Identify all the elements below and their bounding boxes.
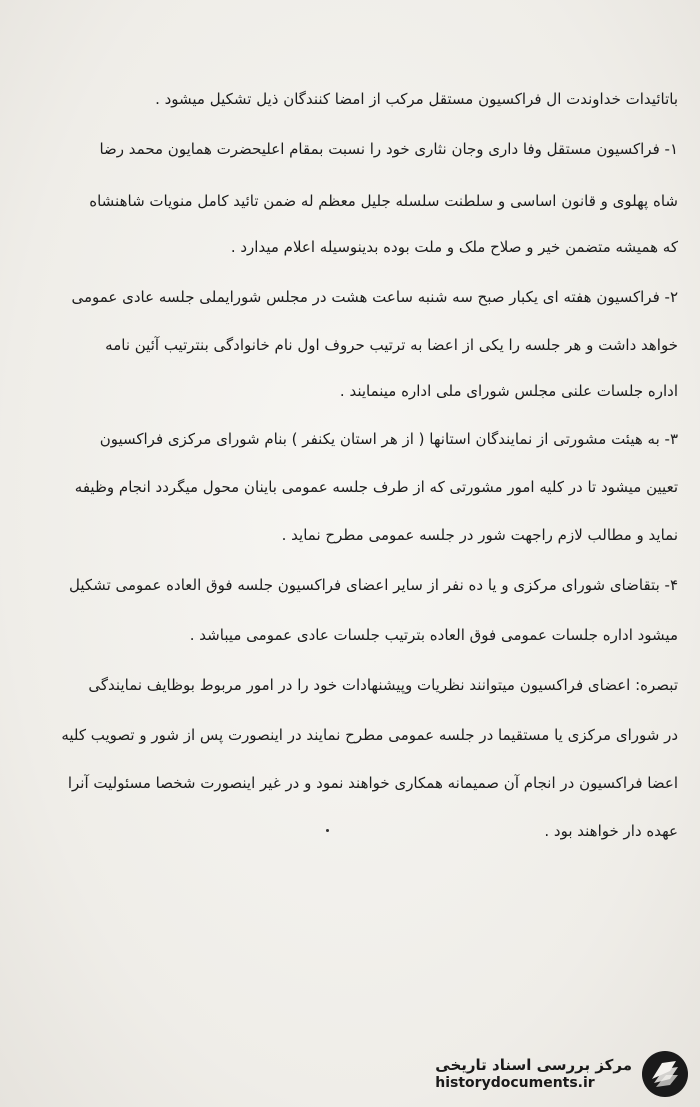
document-line-13: تبصره: اعضای فراکسیون میتوانند نظریات وپیشنهادات خود را در امور مربوط بوظایف نمایندگی [88,676,678,694]
archive-watermark [435,1049,690,1099]
document-line-15: اعضا فراکسیون در انجام آن صمیمانه همکاری خواهند نمود و در غیر اینصورت شخصا مسئولیت آنرا [67,774,678,792]
document-line-1: باتائیدات خداوندت ال فراکسیون مستقل مرکب از امضا کنندگان ذیل تشکیل میشود . [155,90,678,108]
document-line-3: شاه پهلوی و قانون اساسی و سلطنت سلسله جلیل معظم له ضمن تائید کامل منویات شاهنشاه [89,192,678,210]
document-line-5: ۲- فراکسیون هفته ای یکبار صبح سه شنبه ساعت هشت در مجلس شورایملی جلسه عادی عمومی [71,288,678,306]
document-line-9: تعیین میشود تا در کلیه امور مشورتی که از طرف جلسه عمومی باینان محول میگردد انجام وظیفه [74,478,678,496]
document-line-8: ۳- به هیئت مشورتی از نمایندگان استانها ( از هر استان یکنفر ) بنام شورای مرکزی فراکسیون [99,430,678,448]
watermark-text [435,1057,632,1090]
document-line-2: ۱- فراکسیون مستقل وفا داری وجان نثاری خود را نسبت بمقام اعلیحضرت همایون محمد رضا [99,140,678,158]
document-line-12: میشود اداره جلسات عمومی فوق العاده بترتیب جلسات عادی عمومی میباشد . [189,626,678,644]
document-line-7: اداره جلسات علنی مجلس شورای ملی اداره مینمایند . [339,382,678,400]
document-line-4: که همیشه متضمن خیر و صلاح ملک و ملت بوده بدینوسیله اعلام میدارد . [230,238,678,256]
archive-name: مرکز بررسی اسناد تاریخی [435,1056,632,1075]
archive-logo-icon [640,1049,690,1099]
document-line-16: عهده دار خواهند بود . [544,822,678,840]
ink-speck [326,829,329,832]
document-line-6: خواهد داشت و هر جلسه را یکی از اعضا به ترتیب حروف اول نام خانوادگی بنترتیب آئین نامه [105,336,678,354]
archive-url: historydocuments.ir [435,1074,595,1091]
document-line-14: در شورای مرکزی یا مستقیما در جلسه عمومی مطرح نمایند در اینصورت پس از شور و تصویب کلیه [61,726,678,744]
document-line-11: ۴- بتقاضای شورای مرکزی و یا ده نفر از سایر اعضای فراکسیون جلسه فوق العاده عمومی تشکیل [69,576,678,594]
document-line-10: نماید و مطالب لازم راجهت شور در جلسه عمومی مطرح نماید . [281,526,678,544]
